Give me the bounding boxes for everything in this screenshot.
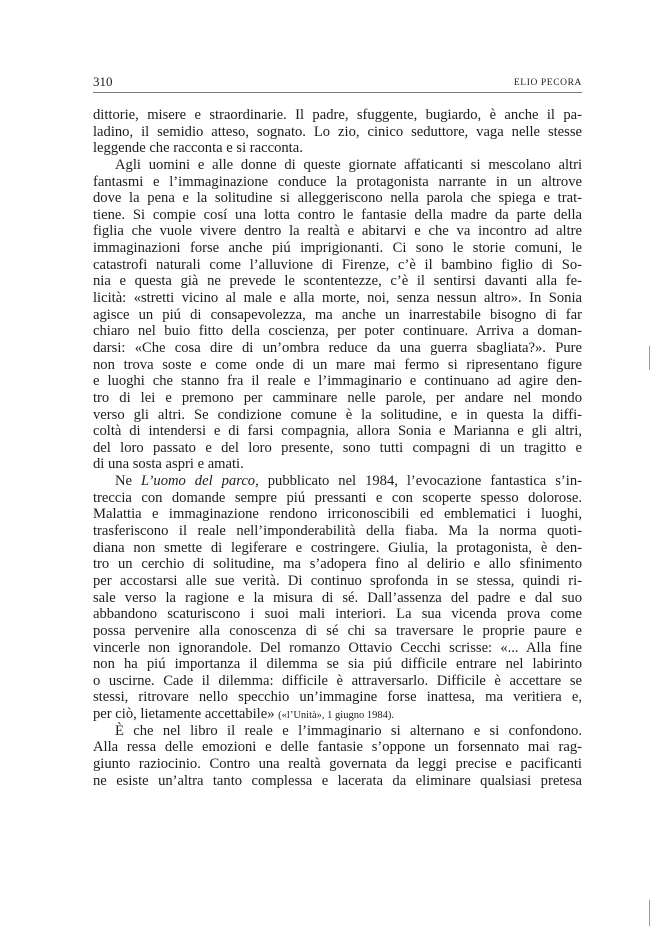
citation-source: («l’Unità», 1 giugno 1984). [278,710,394,722]
text-line: sale verso la ragione e la misura di sé. Dall’assenza del padre e dal suo [93,589,582,606]
text-line: o uscirne. Cade il dilemma: difficile è attraversarlo. Difficile è accettare se [93,672,582,689]
text-line: abbandono scaturiscono i suoi mali interiori. La sua vicenda prova come [93,606,582,623]
text-line: figlia che vuole vivere dentro la realtà e abitarvi e che va incontro ad altre [93,223,582,240]
text-line: dove la pena e la solitudine si alleggeriscono nella parola che spiega e trat- [93,190,582,207]
text-line: licità: «stretti vicino al male e alla morte, noi, senza nessun altro». In Sonia [93,290,582,307]
text-line: nia e questa già ne prevede le scontentezze, c’è il sentirsi davanti alla fe- [93,273,582,290]
text-line: leggende che racconta e si racconta. [93,140,303,157]
text-line: tro di lei e premono per camminare nelle parole, per andare nel mondo [93,389,582,406]
text-line: Malattia e immaginazione rendono irriconoscibili ed emblematici i luoghi, [93,506,582,523]
text-fragment: Ne [115,473,141,490]
running-head: ELIO PECORA [513,78,582,88]
paragraph-start: Agli uomini e alle donne di queste giornate affaticanti si mescolano altri [115,156,582,173]
text-line: di una sosta aspri e amati. [93,456,244,473]
text-line: non ha piú importanza il dilemma se sia piú difficile entrare nel labirinto [93,656,582,673]
paragraph-start [93,473,582,490]
body-text [93,107,582,789]
text-line: non trova soste e come onde di un mare mai fermo si ripresentano figure [93,356,582,373]
page-header [93,71,582,93]
text-line: verso gli altri. Se condizione comune è la solitudine, e in questa la diffi- [93,406,582,423]
text-line: treccia con domande sempre piú pressanti e con scoperte spesso dolorose. [93,489,582,506]
text-line: ne esiste un’altra tanto complessa e lacerata da eliminare qualsiasi pretesa [93,772,582,789]
page-number: 310 [93,74,113,89]
book-title: L’uomo del parco [140,473,256,490]
text-line: dittorie, misere e straordinarie. Il padre, sfuggente, bugiardo, è anche il pa- [93,107,582,123]
text-line: tro un cerchio di solitudine, ma s’adopera fino al delirio e allo sfinimento [93,556,582,573]
text-line: giunto raziocinio. Contro una realtà governata da leggi precise e pacificanti [93,755,582,772]
text-line: immaginazioni forse anche piú imprigionanti. Ci sono le storie comuni, le [93,240,582,257]
text-line: possa pervenire alla conoscenza di sé chi sa traversare le proprie paure e [93,622,582,639]
text-line: vincerle non ignorandole. Del romanzo Ottavio Cecchi scrisse: «... Alla fine [93,639,582,656]
text-line: Alla ressa delle emozioni e delle fantasie s’oppone un forsennato mai rag- [93,739,582,756]
text-line: catastrofi naturali come l’alluvione di Firenze, c’è il bambino figlio di So- [93,256,582,273]
text-line: diana non smette di legiferare e costringere. Giulia, la protagonista, è den- [93,539,582,556]
text-line: chiaro nel buio fitto della coscienza, per poter continuare. Arriva a doman- [93,323,582,340]
paragraph-start: È che nel libro il reale e l’immaginario si alternano e si confondono. [115,722,582,739]
text-line: stessi, ritrovare nello specchio un’immagine forse inattesa, ma veritiera e, [93,689,582,706]
text-line: fantasmi e l’immaginazione conduce la protagonista narrante in un altrove [93,173,582,190]
text-line: per accostarsi alle sue verità. Di continuo sprofonda in se stessa, quindi ri- [93,572,582,589]
text-line: trasferiscono il reale nell’imponderabilità della fiaba. Ma la norma quoti- [93,523,582,540]
text-line: coltà di intendersi e di farsi compagnia, allora Sonia e Marianna e gli altri, [93,423,582,440]
text-fragment: , pubblicato nel 1984, l’evocazione fantastica s’in- [255,473,582,490]
text-fragment: per ciò, lietamente accettabile» [93,706,279,723]
text-line: darsi: «Che cosa dire di un’ombra reduce da una guerra sbagliata?». Pure [93,339,582,356]
text-line: del loro passato e del loro presente, sono tutti compagni di un tragitto e [93,439,582,456]
text-line: agisce un piú di consapevolezza, ma anche un inarrestabile bisogno di far [93,306,582,323]
text-line: ladino, il semidio atteso, sognato. Lo zio, cinico seduttore, vaga nelle stesse [93,123,582,140]
citation-line [93,706,582,723]
text-line: tiene. Si compie cosí una lotta contro le fantasie della madre da parte della [93,206,582,223]
text-line: e luoghi che stanno fra il reale e l’immaginario e continuano ad agire den- [93,373,582,390]
